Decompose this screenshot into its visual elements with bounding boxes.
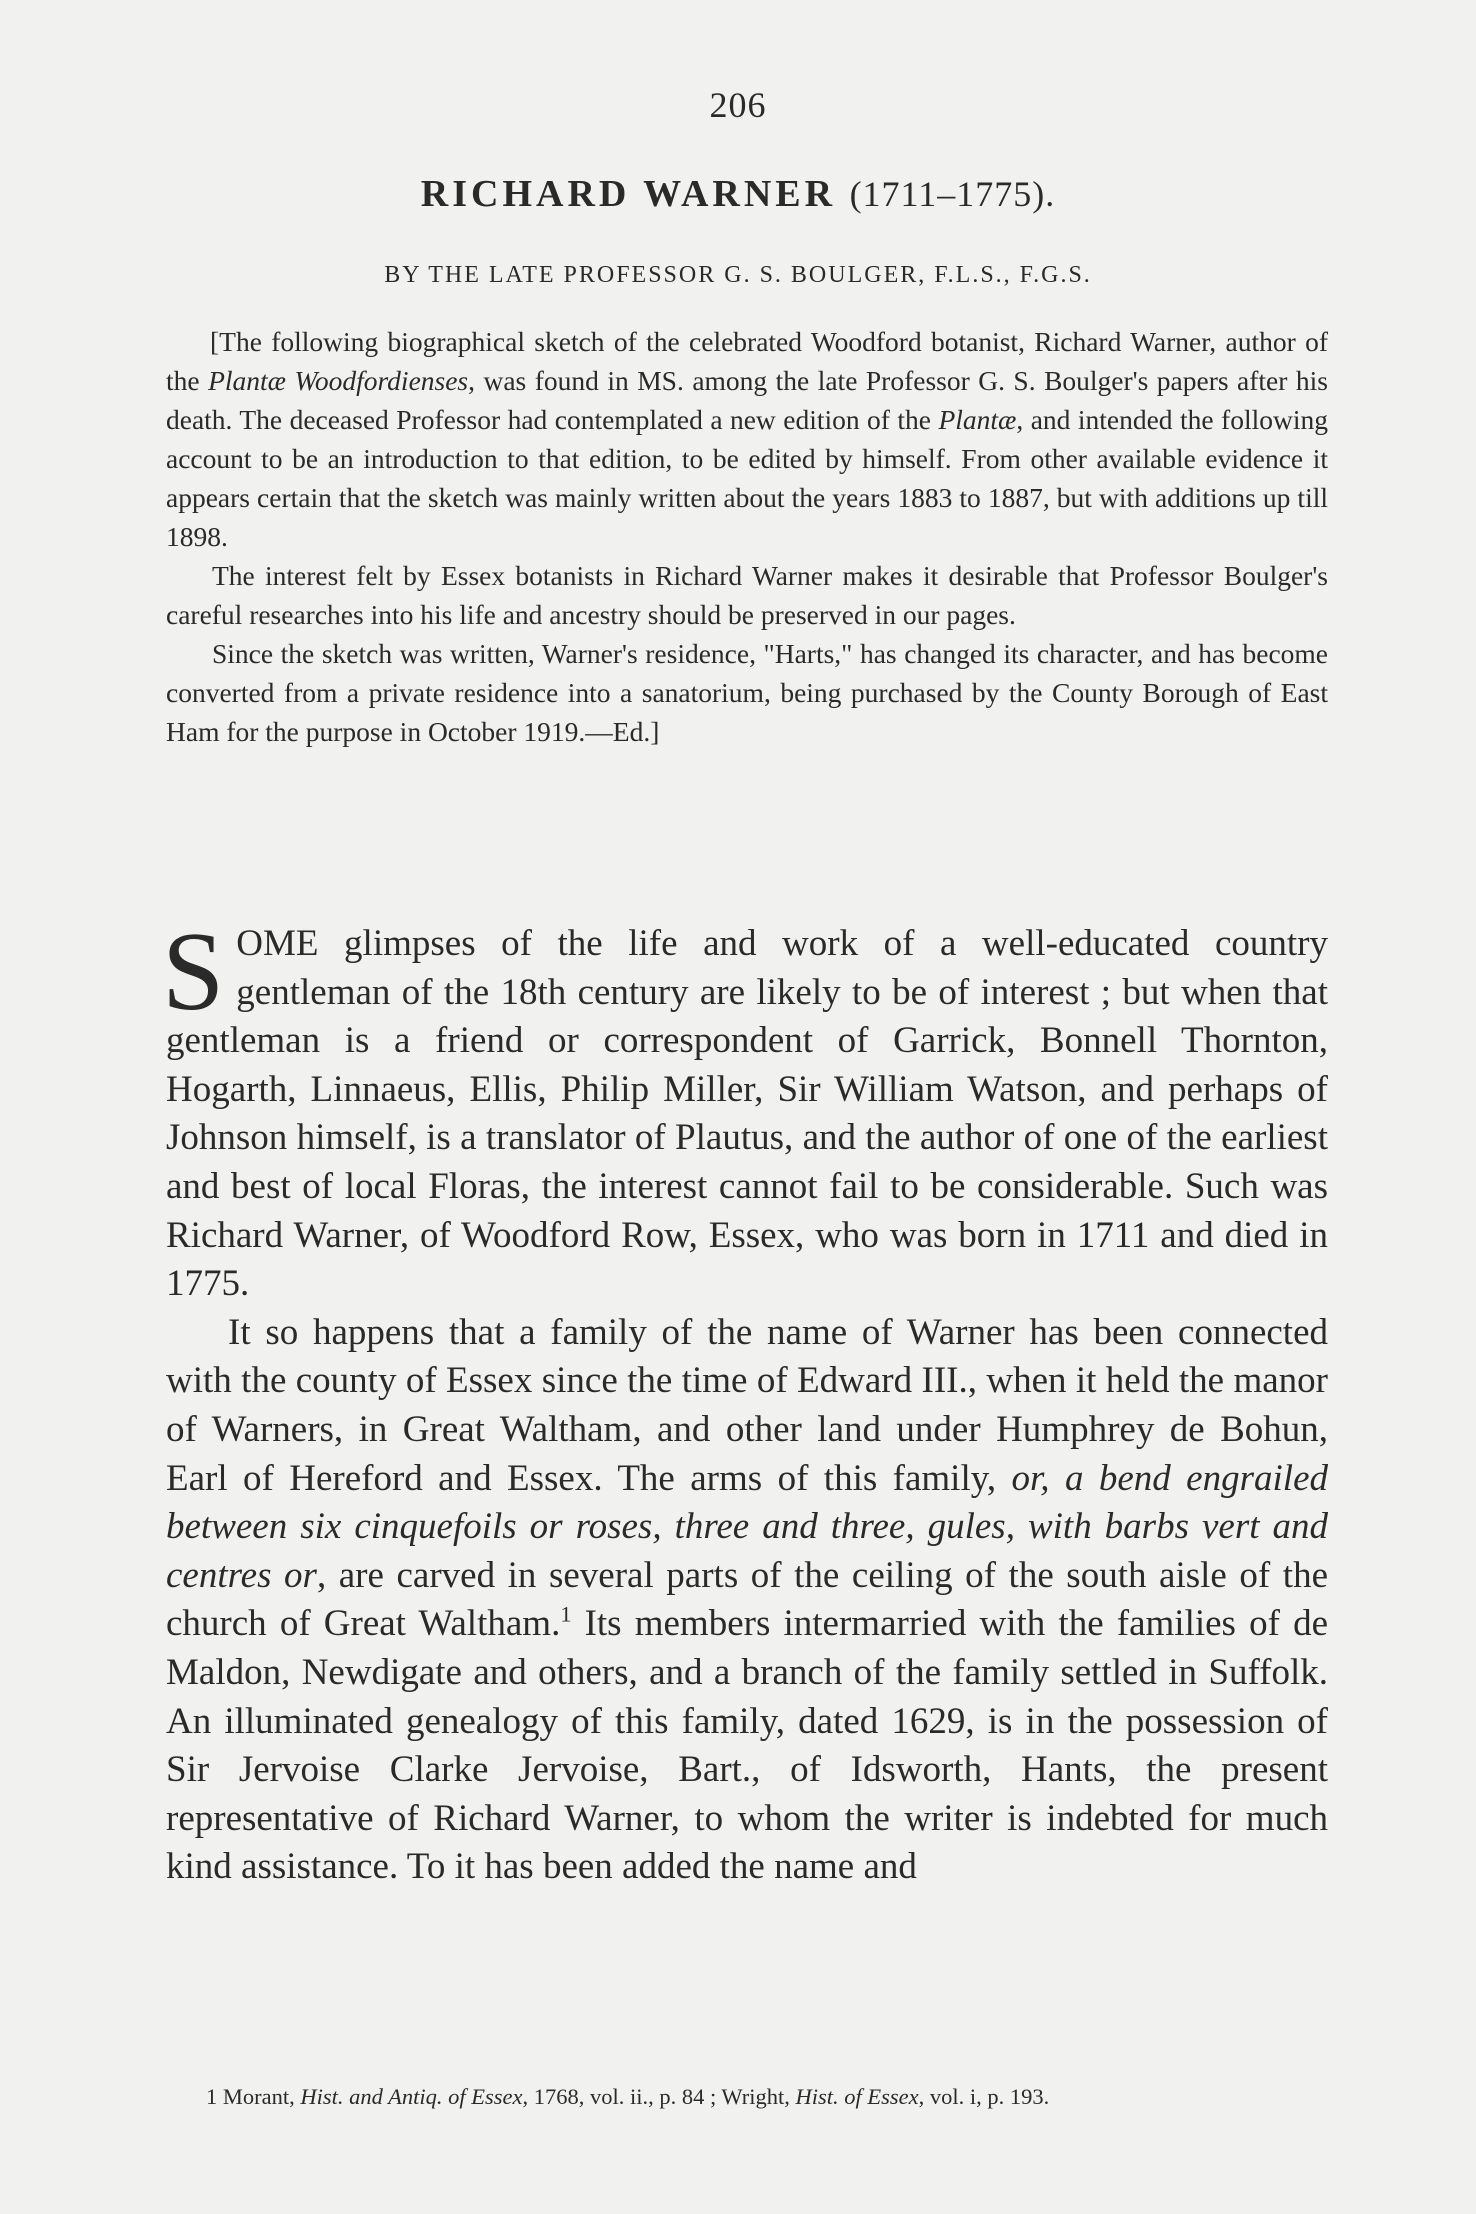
editor-note-paragraph-2: The interest felt by Essex botanists in Richard Warner makes it desirable that Professor Boulger's careful researches into his life and ancestry should be preserved in our pages. bbox=[166, 560, 1328, 630]
footnote bbox=[206, 2082, 1328, 2112]
body-italic-blazon: or, a bend engrailed between six cinquefoils or roses, three and three, gules, with barbs vert and centres or bbox=[166, 1457, 1328, 1596]
footnote-text: , 1768, vol. ii., p. 84 ; Wright, bbox=[522, 2084, 796, 2109]
editor-note-paragraph-3: Since the sketch was written, Warner's residence, "Harts," has changed its character, and has become converted from a private residence into a sanatorium, being purchased by the County Borough of East Ham for the purpose in October 1919.—Ed.] bbox=[166, 638, 1328, 747]
body-text: OME glimpses of the life and work of a well-educated country gentleman of the 18th century are likely to be of interest ; but when that gentleman is a friend or correspondent of Garrick, Bonnell Thornton, Hogarth, Linnaeus, Ellis, Philip Miller, Sir William Watson, and perhaps of Johnson himself, is a translator of Plautus, and the author of one of the earliest and best of local Floras, the interest cannot fail to be considerable. Such was Richard Warner, of Woodford Row, Essex, who was born in 1711 and died in 1775. bbox=[166, 923, 1328, 1305]
title-name: RICHARD WARNER bbox=[420, 173, 837, 215]
body-text: It so happens that a family of the name of Warner has been connected with the county of Essex since the time of Edward III., when it held the manor of Warners, in Great Waltham, and other land under Humphrey de Bohun, Earl of Hereford and Essex. The arms of this family, bbox=[166, 1311, 1328, 1499]
article-body bbox=[162, 910, 1328, 1892]
footnote-text: Morant, bbox=[217, 2084, 301, 2109]
note-text: , was found in MS. among the late Professor G. S. Boulger's papers after his death. The deceased Professor had contemplated a new edition of the bbox=[166, 365, 1328, 435]
body-paragraph-1 bbox=[162, 910, 1328, 1309]
title-years: (1711–1775). bbox=[849, 174, 1056, 214]
footnote-italic: Hist. of Essex bbox=[795, 2084, 919, 2109]
body-text: Its members intermarried with the families of de Maldon, Newdigate and others, and a branch of the family settled in Suffolk. An illuminated genealogy of this family, dated 1629, is in the possession of Sir Jervoise Clarke Jervoise, Bart., of Idsworth, Hants, the present representative of Richard Warner, to whom the writer is indebted for much kind assistance. To it has been added the name and bbox=[166, 1603, 1328, 1888]
note-italic-title: Plantæ bbox=[938, 404, 1017, 435]
drop-cap: S bbox=[162, 910, 225, 1034]
footnote-italic: Hist. and Antiq. of Essex bbox=[300, 2084, 523, 2109]
editor-note bbox=[166, 322, 1328, 751]
article-title bbox=[0, 172, 1476, 216]
footnote-number: 1 bbox=[206, 2084, 218, 2109]
note-text: [The following biographical sketch of the celebrated Woodford botanist, Richard Warner, author of the bbox=[166, 326, 1328, 396]
body-text: , are carved in several parts of the ceiling of the south aisle of the church of Great Waltham. bbox=[166, 1554, 1328, 1645]
editor-note-paragraph-1 bbox=[166, 322, 1328, 556]
footnote-text: , vol. i, p. 193. bbox=[918, 2084, 1050, 2109]
byline: BY THE LATE PROFESSOR G. S. BOULGER, F.L.S., F.G.S. bbox=[384, 262, 1092, 288]
note-text: , and intended the following account to be an introduction to that edition, to be edited by himself. From other available evidence it appears certain that the sketch was mainly written about the years 1883 to 1887, but with additions up till 1898. bbox=[166, 404, 1328, 552]
note-italic-title: Plantæ Woodfordienses bbox=[208, 365, 469, 396]
footnote-reference: 1 bbox=[560, 1601, 572, 1627]
page-number: 206 bbox=[709, 85, 767, 125]
body-paragraph-2 bbox=[166, 1309, 1328, 1892]
